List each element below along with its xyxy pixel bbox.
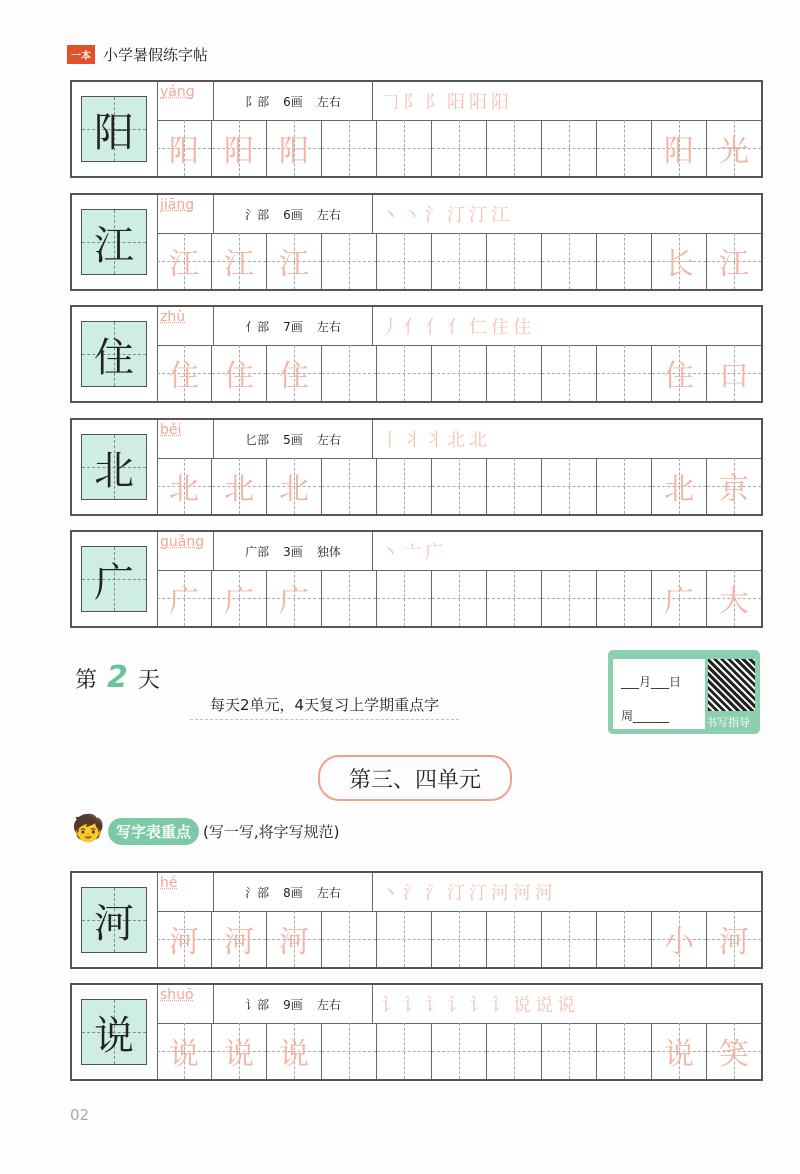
practice-cell[interactable] — [542, 458, 597, 514]
practice-cell[interactable]: 住 — [212, 345, 267, 401]
practice-cell[interactable]: 河 — [212, 911, 267, 967]
practice-cell[interactable]: 住 — [157, 345, 212, 401]
practice-cell[interactable] — [322, 1023, 377, 1079]
character-row — [70, 530, 763, 628]
practice-cell[interactable] — [432, 458, 487, 514]
character-row — [70, 80, 763, 178]
practice-cell[interactable] — [542, 120, 597, 176]
practice-cell[interactable] — [322, 233, 377, 289]
practice-cell[interactable] — [487, 233, 542, 289]
practice-cell[interactable]: 阳 — [267, 120, 322, 176]
practice-cell[interactable]: 河 — [707, 911, 761, 967]
brand-logo: 一本 — [67, 45, 95, 64]
practice-cell[interactable] — [377, 233, 432, 289]
practice-cell[interactable]: 江 — [212, 233, 267, 289]
character-info: 亻部 7画 左右 — [214, 307, 373, 345]
practice-cell[interactable] — [322, 911, 377, 967]
practice-cell[interactable] — [377, 911, 432, 967]
practice-cell[interactable] — [377, 1023, 432, 1079]
practice-cell[interactable] — [432, 233, 487, 289]
model-character: 河 — [81, 887, 147, 953]
practice-cell[interactable]: 住 — [652, 345, 707, 401]
practice-cell[interactable] — [432, 345, 487, 401]
practice-cell[interactable]: 河 — [157, 911, 212, 967]
practice-cell[interactable]: 说 — [212, 1023, 267, 1079]
practice-cell[interactable]: 说 — [652, 1023, 707, 1079]
boy-thinking-icon: 🧒 — [72, 814, 105, 844]
character-info: 匕部 5画 左右 — [214, 420, 373, 458]
practice-cell[interactable]: 河 — [267, 911, 322, 967]
practice-cell[interactable]: 笑 — [707, 1023, 761, 1079]
practice-cell[interactable] — [542, 345, 597, 401]
practice-cell[interactable]: 江 — [707, 233, 761, 289]
practice-cell[interactable]: 小 — [652, 911, 707, 967]
model-character: 说 — [81, 999, 147, 1065]
practice-cell[interactable] — [322, 345, 377, 401]
pinyin: shuō — [157, 985, 214, 1023]
book-title: 小学暑假练字帖 — [103, 46, 209, 64]
practice-cell[interactable] — [597, 570, 652, 626]
stroke-order: 𠃌阝阝阳阳阳 — [381, 92, 513, 113]
practice-cell[interactable] — [597, 345, 652, 401]
practice-cell[interactable]: 口 — [707, 345, 761, 401]
day-subtitle: 每天2单元，4天复习上学期重点字 — [190, 690, 459, 720]
stroke-order: 丶亠广 — [381, 542, 447, 563]
practice-cell[interactable] — [377, 570, 432, 626]
practice-cell[interactable] — [542, 911, 597, 967]
stroke-order: 丶氵氵汀汀河河河 — [381, 883, 557, 904]
practice-cell[interactable]: 大 — [707, 570, 761, 626]
practice-cell[interactable] — [597, 458, 652, 514]
practice-cell[interactable]: 广 — [212, 570, 267, 626]
model-character: 北 — [81, 434, 147, 500]
model-character: 广 — [81, 546, 147, 612]
practice-cell[interactable] — [322, 120, 377, 176]
character-row — [70, 418, 763, 516]
character-row — [70, 305, 763, 403]
practice-cell[interactable] — [377, 458, 432, 514]
qr-code-icon[interactable] — [708, 659, 755, 711]
practice-cell[interactable]: 江 — [157, 233, 212, 289]
qr-label: 书写指导 — [706, 716, 750, 729]
practice-cell[interactable] — [322, 458, 377, 514]
model-character: 住 — [81, 321, 147, 387]
practice-cell[interactable] — [432, 120, 487, 176]
practice-cell[interactable] — [432, 1023, 487, 1079]
practice-cell[interactable] — [597, 911, 652, 967]
character-row — [70, 193, 763, 291]
key-points-heading: 🧒 写字表重点 (写一写,将字写规范) — [72, 814, 340, 844]
practice-cell[interactable] — [487, 911, 542, 967]
practice-cell[interactable]: 京 — [707, 458, 761, 514]
date-field[interactable]: ___月___日 — [621, 675, 682, 689]
practice-cell[interactable]: 广 — [267, 570, 322, 626]
page-number: 02 — [70, 1106, 90, 1124]
practice-cell[interactable] — [487, 1023, 542, 1079]
practice-cell[interactable]: 阳 — [652, 120, 707, 176]
practice-cell[interactable] — [487, 120, 542, 176]
practice-cell[interactable] — [487, 570, 542, 626]
practice-cell[interactable]: 阳 — [157, 120, 212, 176]
stroke-order: 丶丶氵汀汀江 — [381, 205, 513, 226]
practice-cell[interactable] — [487, 458, 542, 514]
practice-cell[interactable] — [597, 1023, 652, 1079]
practice-cell[interactable] — [322, 570, 377, 626]
character-info: 广部 3画 独体 — [214, 532, 373, 570]
practice-cell[interactable]: 广 — [652, 570, 707, 626]
practice-cell[interactable] — [487, 345, 542, 401]
stroke-order: 丿亻亻亻仁住住 — [381, 317, 535, 338]
pinyin: zhù — [157, 307, 214, 345]
pinyin: jiāng — [157, 195, 214, 233]
unit-title: 第三、四单元 — [318, 755, 512, 801]
practice-cell[interactable]: 说 — [157, 1023, 212, 1079]
practice-cell[interactable] — [542, 1023, 597, 1079]
practice-cell[interactable]: 住 — [267, 345, 322, 401]
stroke-order: 丨丬丬北北 — [381, 430, 491, 451]
practice-cell[interactable] — [542, 233, 597, 289]
practice-cell[interactable] — [542, 570, 597, 626]
practice-cell[interactable] — [432, 911, 487, 967]
page-header — [67, 44, 208, 65]
stroke-order: 讠讠讠讠讠讠说说说 — [381, 995, 579, 1016]
day-heading: 第 2 天 — [75, 660, 160, 695]
character-info: 讠部 9画 左右 — [214, 985, 373, 1023]
model-character: 江 — [81, 209, 147, 275]
practice-cell[interactable]: 北 — [267, 458, 322, 514]
character-row — [70, 871, 763, 969]
character-row — [70, 983, 763, 1081]
character-info: 阝部 6画 左右 — [214, 82, 373, 120]
practice-cell[interactable]: 北 — [652, 458, 707, 514]
practice-cell[interactable] — [432, 570, 487, 626]
model-character: 阳 — [81, 96, 147, 162]
practice-cell[interactable]: 北 — [157, 458, 212, 514]
practice-cell[interactable]: 北 — [212, 458, 267, 514]
practice-cell[interactable] — [377, 345, 432, 401]
pinyin: yáng — [157, 82, 214, 120]
practice-cell[interactable]: 江 — [267, 233, 322, 289]
practice-cell[interactable] — [597, 233, 652, 289]
week-field[interactable]: 周______ — [621, 709, 670, 723]
practice-cell[interactable] — [377, 120, 432, 176]
pinyin: běi — [157, 420, 214, 458]
practice-cell[interactable]: 光 — [707, 120, 761, 176]
calendar-card — [608, 650, 760, 734]
practice-cell[interactable] — [597, 120, 652, 176]
practice-cell[interactable]: 阳 — [212, 120, 267, 176]
pinyin: hé — [157, 873, 214, 911]
pinyin: guǎng — [157, 532, 214, 570]
practice-cell[interactable]: 广 — [157, 570, 212, 626]
practice-cell[interactable]: 说 — [267, 1023, 322, 1079]
character-info: 氵部 8画 左右 — [214, 873, 373, 911]
practice-cell[interactable]: 长 — [652, 233, 707, 289]
character-info: 氵部 6画 左右 — [214, 195, 373, 233]
